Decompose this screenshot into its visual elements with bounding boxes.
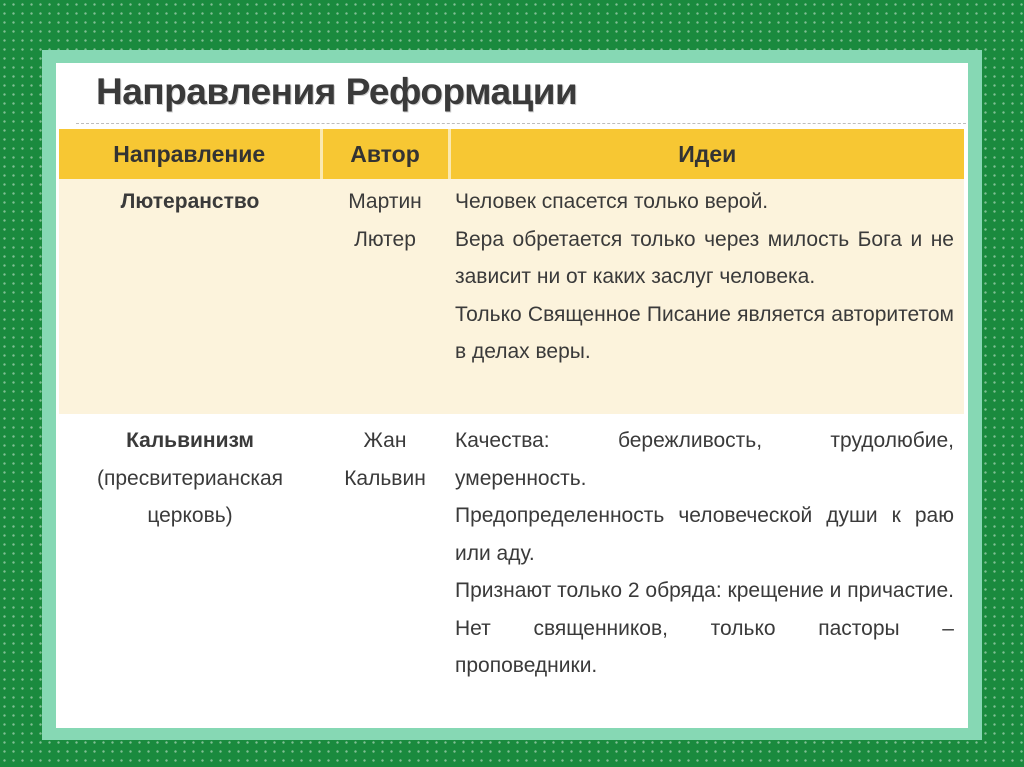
direction-note: (пресвитерианская церковь) bbox=[96, 466, 284, 527]
author-first-name: Мартин bbox=[348, 190, 422, 213]
direction-name: Кальвинизм bbox=[126, 429, 254, 452]
slide bbox=[56, 63, 968, 728]
author-last-name: Кальвин bbox=[344, 466, 426, 490]
idea-item: Нет священников, только пасторы – проповедники. bbox=[455, 616, 954, 677]
reformation-table-wrapper bbox=[59, 129, 964, 712]
slide-frame bbox=[42, 50, 982, 740]
table-row-calvinism bbox=[59, 414, 964, 712]
ideas-cell bbox=[449, 179, 964, 414]
ideas-cell bbox=[449, 414, 964, 712]
idea-item: Вера обретается только через милость Бога и не зависит ни от каких заслуг человека. bbox=[455, 227, 954, 288]
reformation-table bbox=[59, 129, 964, 712]
title-divider bbox=[76, 123, 966, 124]
author-cell bbox=[321, 179, 449, 414]
table-row-lutheranism bbox=[59, 179, 964, 414]
author-first-name: Жан bbox=[363, 429, 407, 452]
direction-cell bbox=[59, 179, 321, 414]
idea-item: Человек спасется только верой. bbox=[455, 190, 769, 213]
header-ideas: Идеи bbox=[449, 129, 964, 179]
header-author: Автор bbox=[321, 129, 449, 179]
idea-item: Предопределенность человеческой души к раю или аду. bbox=[455, 504, 954, 565]
table-header-row bbox=[59, 129, 964, 179]
author-last-name: Лютер bbox=[354, 227, 416, 251]
idea-item: Только Священное Писание является авторитетом в делах веры. bbox=[455, 302, 954, 363]
direction-cell bbox=[59, 414, 321, 712]
idea-item: Качества: бережливость, трудолюбие, умеренность. bbox=[455, 429, 954, 490]
header-direction: Направление bbox=[59, 129, 321, 179]
direction-name: Лютеранство bbox=[120, 190, 260, 213]
slide-title: Направления Реформации bbox=[96, 71, 578, 112]
author-cell bbox=[321, 414, 449, 712]
idea-item: Признают только 2 обряда: крещение и причастие. bbox=[455, 579, 954, 602]
